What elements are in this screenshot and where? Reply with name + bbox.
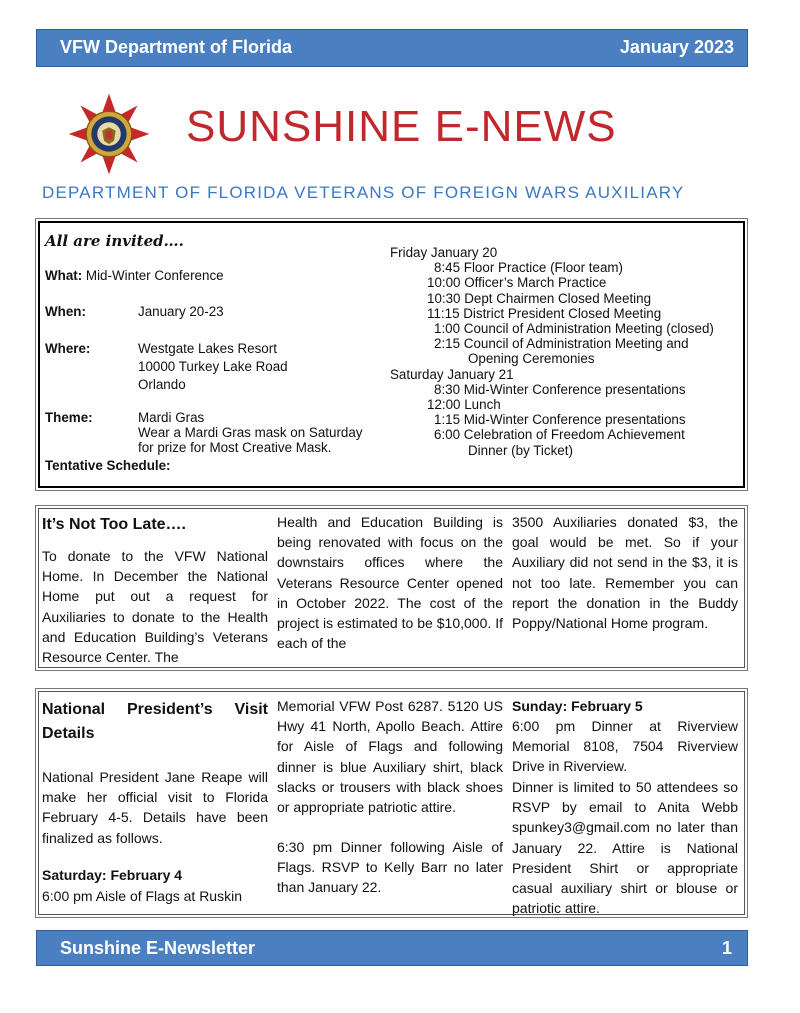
schedule-item: Dinner (by Ticket) — [468, 442, 573, 458]
schedule-item: 8:30 Mid-Winter Conference presentations — [434, 381, 686, 397]
theme-line: Mardi Gras — [138, 410, 205, 425]
header-date: January 2023 — [619, 37, 734, 57]
footer-bar — [36, 930, 748, 966]
article2-col3-p1: 6:00 pm Dinner at Riverview Memorial 8108, 7504 Riverview Drive in Riverview. — [512, 718, 738, 775]
header-bar — [36, 29, 748, 67]
article2-heading: National President’s Visit Details — [42, 701, 268, 742]
theme-lines — [138, 410, 363, 456]
schedule-item: 2:15 Council of Administration Meeting and — [434, 336, 689, 352]
schedule-item: 11:15 District President Closed Meeting — [427, 305, 662, 321]
masthead-title: SUNSHINE E-NEWS — [186, 102, 617, 151]
article2-col2-p1: Memorial VFW Post 6287. 5120 US Hwy 41 North, Apollo Beach. Attire for Aisle of Flags and following dinner is blue Auxiliary shirt, black slacks or trousers with black shoes or appropriate patriotic attire. — [277, 698, 503, 816]
what-row — [45, 268, 224, 283]
theme-label: Theme: — [45, 410, 93, 425]
what-label: What: — [45, 268, 83, 283]
schedule-item: 1:15 Mid-Winter Conference presentations — [434, 412, 686, 428]
where-line: Orlando — [138, 377, 186, 393]
article1-heading: It’s Not Too Late…. — [42, 516, 186, 533]
schedule-item: Opening Ceremonies — [468, 351, 595, 367]
article2-col1-subhead: Saturday: February 4 — [42, 867, 183, 883]
when-label: When: — [45, 304, 86, 319]
theme-line: Wear a Mardi Gras mask on Saturday — [138, 425, 363, 441]
article2-col3-subhead: Sunday: February 5 — [512, 698, 643, 714]
header-org: VFW Department of Florida — [60, 37, 293, 57]
article2-col2-p2: 6:30 pm Dinner following Aisle of Flags. RSVP to Kelly Barr no later than January 22. — [277, 839, 503, 896]
schedule-label: Tentative Schedule: — [45, 458, 171, 473]
when-value: January 20-23 — [138, 304, 224, 319]
where-line: Westgate Lakes Resort — [138, 341, 277, 356]
article1-col3: 3500 Auxiliaries donated $3, the goal would be met. So if your Auxiliary did not send in the $3, it is not too late. Remember you can report the donation in the Buddy Poppy/National Home program. — [512, 514, 738, 632]
schedule-item: 10:30 Dept Chairmen Closed Meeting — [427, 290, 652, 306]
footer-label: Sunshine E-Newsletter — [60, 938, 256, 958]
where-line: 10000 Turkey Lake Road — [138, 359, 288, 375]
article2-col1-p1: National President Jane Reape will make her official visit to Florida February 4-5. Details have been finalized as follows. — [42, 769, 268, 846]
theme-line: for prize for Most Creative Mask. — [138, 440, 332, 456]
schedule-item: 6:00 Celebration of Freedom Achievement — [434, 427, 685, 443]
schedule-item: 12:00 Lunch — [427, 397, 501, 413]
where-label: Where: — [45, 341, 91, 356]
article2-col1-p2: 6:00 pm Aisle of Flags at Ruskin — [42, 888, 242, 904]
schedule-item: 8:45 Floor Practice (Floor team) — [434, 260, 624, 276]
schedule-day: Saturday January 21 — [390, 366, 514, 382]
schedule-list — [390, 245, 714, 458]
schedule-day: Friday January 20 — [390, 245, 498, 260]
vfw-auxiliary-emblem — [67, 92, 151, 181]
page-number: 1 — [721, 938, 732, 958]
schedule-item: 1:00 Council of Administration Meeting (closed) — [434, 321, 714, 337]
what-value: Mid-Winter Conference — [85, 268, 224, 283]
masthead-subtitle: DEPARTMENT OF FLORIDA VETERANS OF FOREIGN WARS AUXILIARY — [42, 183, 685, 202]
where-lines — [138, 341, 288, 393]
conference-intro: All are invited…. — [45, 232, 184, 250]
article1-col1: To donate to the VFW National Home. In December the National Home put out a request for Auxiliaries to donate to the Health and Education Building’s Veterans Resource Center. The — [42, 548, 268, 666]
schedule-item: 10:00 Officer’s March Practice — [427, 275, 607, 291]
article1-col2: Health and Education Building is being renovated with focus on the downstairs offices where the Veterans Resource Center opened in October 2022. The cost of the project is estimated to be $10,000. If each of the — [277, 514, 503, 652]
article2-col3-p2: Dinner is limited to 50 attendees so RSVP by email to Anita Webb spunkey3@gmail.com no later than January 22. Attire is National President Shirt or appropriate casual auxiliary shirt or blouse or patriotic attire. — [512, 779, 738, 917]
